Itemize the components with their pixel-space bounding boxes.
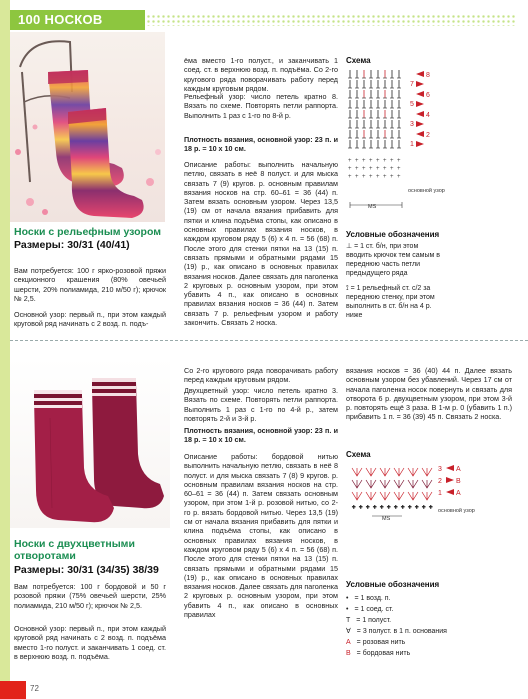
section1-scheme-title: Схема xyxy=(346,56,371,65)
section1-title: Носки с рельефным узором xyxy=(14,226,162,238)
legend-text: = бордовая нить xyxy=(356,650,411,657)
svg-text:+: + xyxy=(383,158,387,164)
socks-illustration-2 xyxy=(10,358,170,528)
row-label-4: 4 xyxy=(426,112,430,119)
chart2-base-label: основной узор xyxy=(438,508,475,514)
svg-text:+: + xyxy=(369,158,373,164)
svg-text:+: + xyxy=(380,505,384,511)
socks-illustration xyxy=(10,32,165,222)
svg-text:+: + xyxy=(373,505,377,511)
legend-text: = 1 рельефный ст. с/2 за переднюю стенку, при этом выполнить в ст. б/н на 4 р. ниже xyxy=(346,285,435,319)
svg-text:+: + xyxy=(415,505,419,511)
section2-two-color-pattern: Двухцветный узор: число петель кратно 3. Вязать по схеме. Повторять петли раппорта. Выполнить 1 раз с 1-го по 4-й р., затем повторять 2-й и 3-й р. xyxy=(184,386,338,423)
legend-text: = 1 соед. ст. xyxy=(354,606,394,613)
legend-text: = 1 полуст. xyxy=(356,617,392,624)
svg-text:+: + xyxy=(355,158,359,164)
svg-text:+: + xyxy=(390,174,394,180)
header-dot-pattern xyxy=(146,14,516,26)
section2-crochet-chart xyxy=(346,462,476,522)
page-number: 72 xyxy=(30,684,39,693)
row-label-3: 3 xyxy=(410,121,414,128)
svg-text:+: + xyxy=(369,174,373,180)
section2-density: Плотность вязания, основной узор: 23 п. и 18 р. = 10 х 10 см. xyxy=(184,426,338,445)
svg-text:+: + xyxy=(397,174,401,180)
legend-text: = 1 ст. б/н, при этом вводить крючок тем самым в переднюю часть петли предыдущего ряда xyxy=(346,243,440,277)
legend-symbol: • xyxy=(346,606,349,613)
page-corner-tab xyxy=(0,681,26,699)
svg-text:+: + xyxy=(355,166,359,172)
section-divider xyxy=(10,340,528,341)
legend-text: = 1 возд. п. xyxy=(354,595,391,602)
legend-symbol: ⟟ xyxy=(346,285,349,292)
section1-sizes: Размеры: 30/31 (40/41) xyxy=(14,239,130,251)
legend-text: = розовая нить xyxy=(356,639,406,646)
row2-label-2: 2 xyxy=(438,478,442,485)
svg-text:+: + xyxy=(348,166,352,172)
section2-sizes: Размеры: 30/31 (34/35) 38/39 xyxy=(14,564,159,576)
legend-symbol: A xyxy=(346,639,351,646)
svg-text:+: + xyxy=(394,505,398,511)
legend-symbol: B xyxy=(346,650,351,657)
section1-relief-pattern: Рельефный узор: число петель кратно 8. Вязать по схеме. Повторять петли раппорта. Выполнить 1 раз с 1-го по 8-й р. xyxy=(184,92,338,120)
section2-legend-item xyxy=(346,627,516,636)
row-label-2: 2 xyxy=(426,132,430,139)
svg-text:+: + xyxy=(355,174,359,180)
legend-text: = 3 полуст. в 1 п. основания xyxy=(356,628,447,635)
section1-col2-intro: ёма вместо 1-го полуст., и заканчивать 1 соед. ст. в верхнюю возд. п. подъёма. Со 2-го кругового ряда поворачивать работу перед каждым круговым рядом. xyxy=(184,56,338,93)
section1-work-description: Описание работы: выполнить начальную петлю, связать в неё 8 полуст. и для мыска связать 7 (9) кругов. р. основным правилам вязания носков на стр. 60–61 = 36 (44) п. Затем вязать основным узором. Через 13,5 (19) см от начала вязания прибавить для пятки и клина подъёма стопы, как описано в основных правилах вязания носков, в каждом круговом ряду 5 (6) х 4 п. = 56 (68) п. После этого для стенки пятки на 13 (15) п. связать прямыми и обратными рядами 15 (19) р., как описано в основных правилах вязания носков. Далее связать для паголенка 2 круговых р. основным узором, при этом убавить 4 п., как описано в основных правилах вязания носков = 36 (44) п. Затем связать 7 р. рельефным узором и работу закончить. Связать 2 носка. xyxy=(184,160,338,328)
section2-legend-item xyxy=(346,616,516,625)
row2-label-1: 1 xyxy=(438,490,442,497)
section2-legend-item xyxy=(346,638,516,647)
section1-legend-item-2 xyxy=(346,284,446,320)
svg-text:+: + xyxy=(383,166,387,172)
row2-label-3: 3 xyxy=(438,466,442,473)
legend-symbol: • xyxy=(346,595,349,602)
svg-text:+: + xyxy=(390,166,394,172)
svg-text:+: + xyxy=(348,174,352,180)
svg-text:+: + xyxy=(376,158,380,164)
row-label-1: 1 xyxy=(410,141,414,148)
section2-legend-item xyxy=(346,594,516,603)
legend-symbol: T xyxy=(346,617,351,624)
section2-legend-item xyxy=(346,605,516,614)
section2-legend-item xyxy=(346,649,516,658)
svg-text:+: + xyxy=(362,166,366,172)
svg-text:+: + xyxy=(376,174,380,180)
svg-text:+: + xyxy=(359,505,363,511)
legend-symbol: ⊥ xyxy=(346,243,353,250)
chart1-ms-label: MS xyxy=(368,204,377,210)
section2-col3-text: вязания носков = 36 (40) 44 п. Далее вязать основным узором без убавлений. Через 17 см от начала паголенка носок повернуть и связать для отворота 6 р. двухцветным узором, при этом 3-й р. повторять ещё 3 раза. В 1-м р. 0 (убавить 1 п.) прибавить 1 п. = 36 (39) 45 п. Связать 2 носка. xyxy=(346,366,512,422)
row2-color-1: A xyxy=(456,490,461,497)
colorful-socks-photo xyxy=(10,32,165,222)
svg-text:+: + xyxy=(401,505,405,511)
section1-main-pattern: Основной узор: первый п., при этом каждый круговой ряд начинать с 2 возд. п. подъ- xyxy=(14,310,166,329)
chart2-ms-label: MS xyxy=(382,516,391,522)
section2-work-description: Описание работы: бордовой нитью выполнить начальную петлю, связать в неё 8 полуст. и для мыска связать 7 (8) 9 кругов. р. основным правилам вязания носков на стр. 60–61 = 36 (44) п. Затем связать основным узором, при этом 1-й р. розовой нитью, со 2-го р. вязать бордовой нитью. Через 13,5 (19) см от начала вязания прибавить для пятки и клина подъёма стопы, как описано в основных правилах вязания носков, в каждом круговом ряду 5 (6) х 4 п. = 56 (68) п. После этого для стенки пятки на 13 (15) п. связать прямыми и обратными рядами 15 (19) р., как описано в основных правилах вязания носков. Далее связать для паголенка 2 круговых р. основным узором, при этом убавить 4 п., как описано в основных правилах xyxy=(184,452,338,620)
section2-materials: Вам потребуется: 100 г бордовой и 50 г розовой пряжи (75% овечьей шерсти, 25% полиамида, 210 м/50 г); крючок № 2,5. xyxy=(14,582,166,610)
burgundy-socks-photo xyxy=(10,358,170,528)
svg-text:+: + xyxy=(369,166,373,172)
page-header-title: 100 НОСКОВ xyxy=(18,12,103,27)
section1-materials: Вам потребуется: 100 г ярко-розовой пряжи секционного крашения (80% овечьей шерсти, 20% полиамида, 210 м/50 г); крючок № 2,5. xyxy=(14,266,166,303)
section2-scheme-title: Схема xyxy=(346,450,371,459)
svg-text:+: + xyxy=(397,166,401,172)
svg-text:+: + xyxy=(429,505,433,511)
section1-legend-title: Условные обозначения xyxy=(346,230,440,239)
svg-text:+: + xyxy=(362,174,366,180)
section2-main-pattern: Основной узор: первый п., при этом каждый круговой ряд начинать с 2 возд. п. подъёма вместо 1-го полуст. и заканчивать 1 соед. ст. в верхнюю возд. п. подъёма. xyxy=(14,624,166,661)
svg-text:+: + xyxy=(408,505,412,511)
svg-text:+: + xyxy=(422,505,426,511)
section2-title: Носки с двухцветными отворотами xyxy=(14,538,135,562)
svg-text:+: + xyxy=(362,158,366,164)
section2-col2-intro: Со 2-го кругового ряда поворачивать работу перед каждым круговым рядом. xyxy=(184,366,338,385)
section1-density: Плотность вязания, основной узор: 23 п. и 18 р. = 10 х 10 см. xyxy=(184,135,338,154)
svg-text:+: + xyxy=(390,158,394,164)
section1-legend-item-1 xyxy=(346,242,446,278)
row2-color-2: B xyxy=(456,478,461,485)
svg-text:+: + xyxy=(387,505,391,511)
svg-text:+: + xyxy=(352,505,356,511)
row-label-5: 5 xyxy=(410,101,414,108)
row-label-7: 7 xyxy=(410,81,414,88)
section1-crochet-chart xyxy=(346,66,456,216)
svg-text:+: + xyxy=(366,505,370,511)
chart1-base-label: основной узор xyxy=(408,188,445,194)
svg-text:+: + xyxy=(383,174,387,180)
svg-text:+: + xyxy=(376,166,380,172)
svg-text:+: + xyxy=(348,158,352,164)
legend-symbol: ∀ xyxy=(346,628,351,635)
row2-color-3: A xyxy=(456,466,461,473)
row-label-8: 8 xyxy=(426,72,430,79)
section2-legend-title: Условные обозначения xyxy=(346,580,440,589)
row-label-6: 6 xyxy=(426,92,430,99)
svg-text:+: + xyxy=(397,158,401,164)
